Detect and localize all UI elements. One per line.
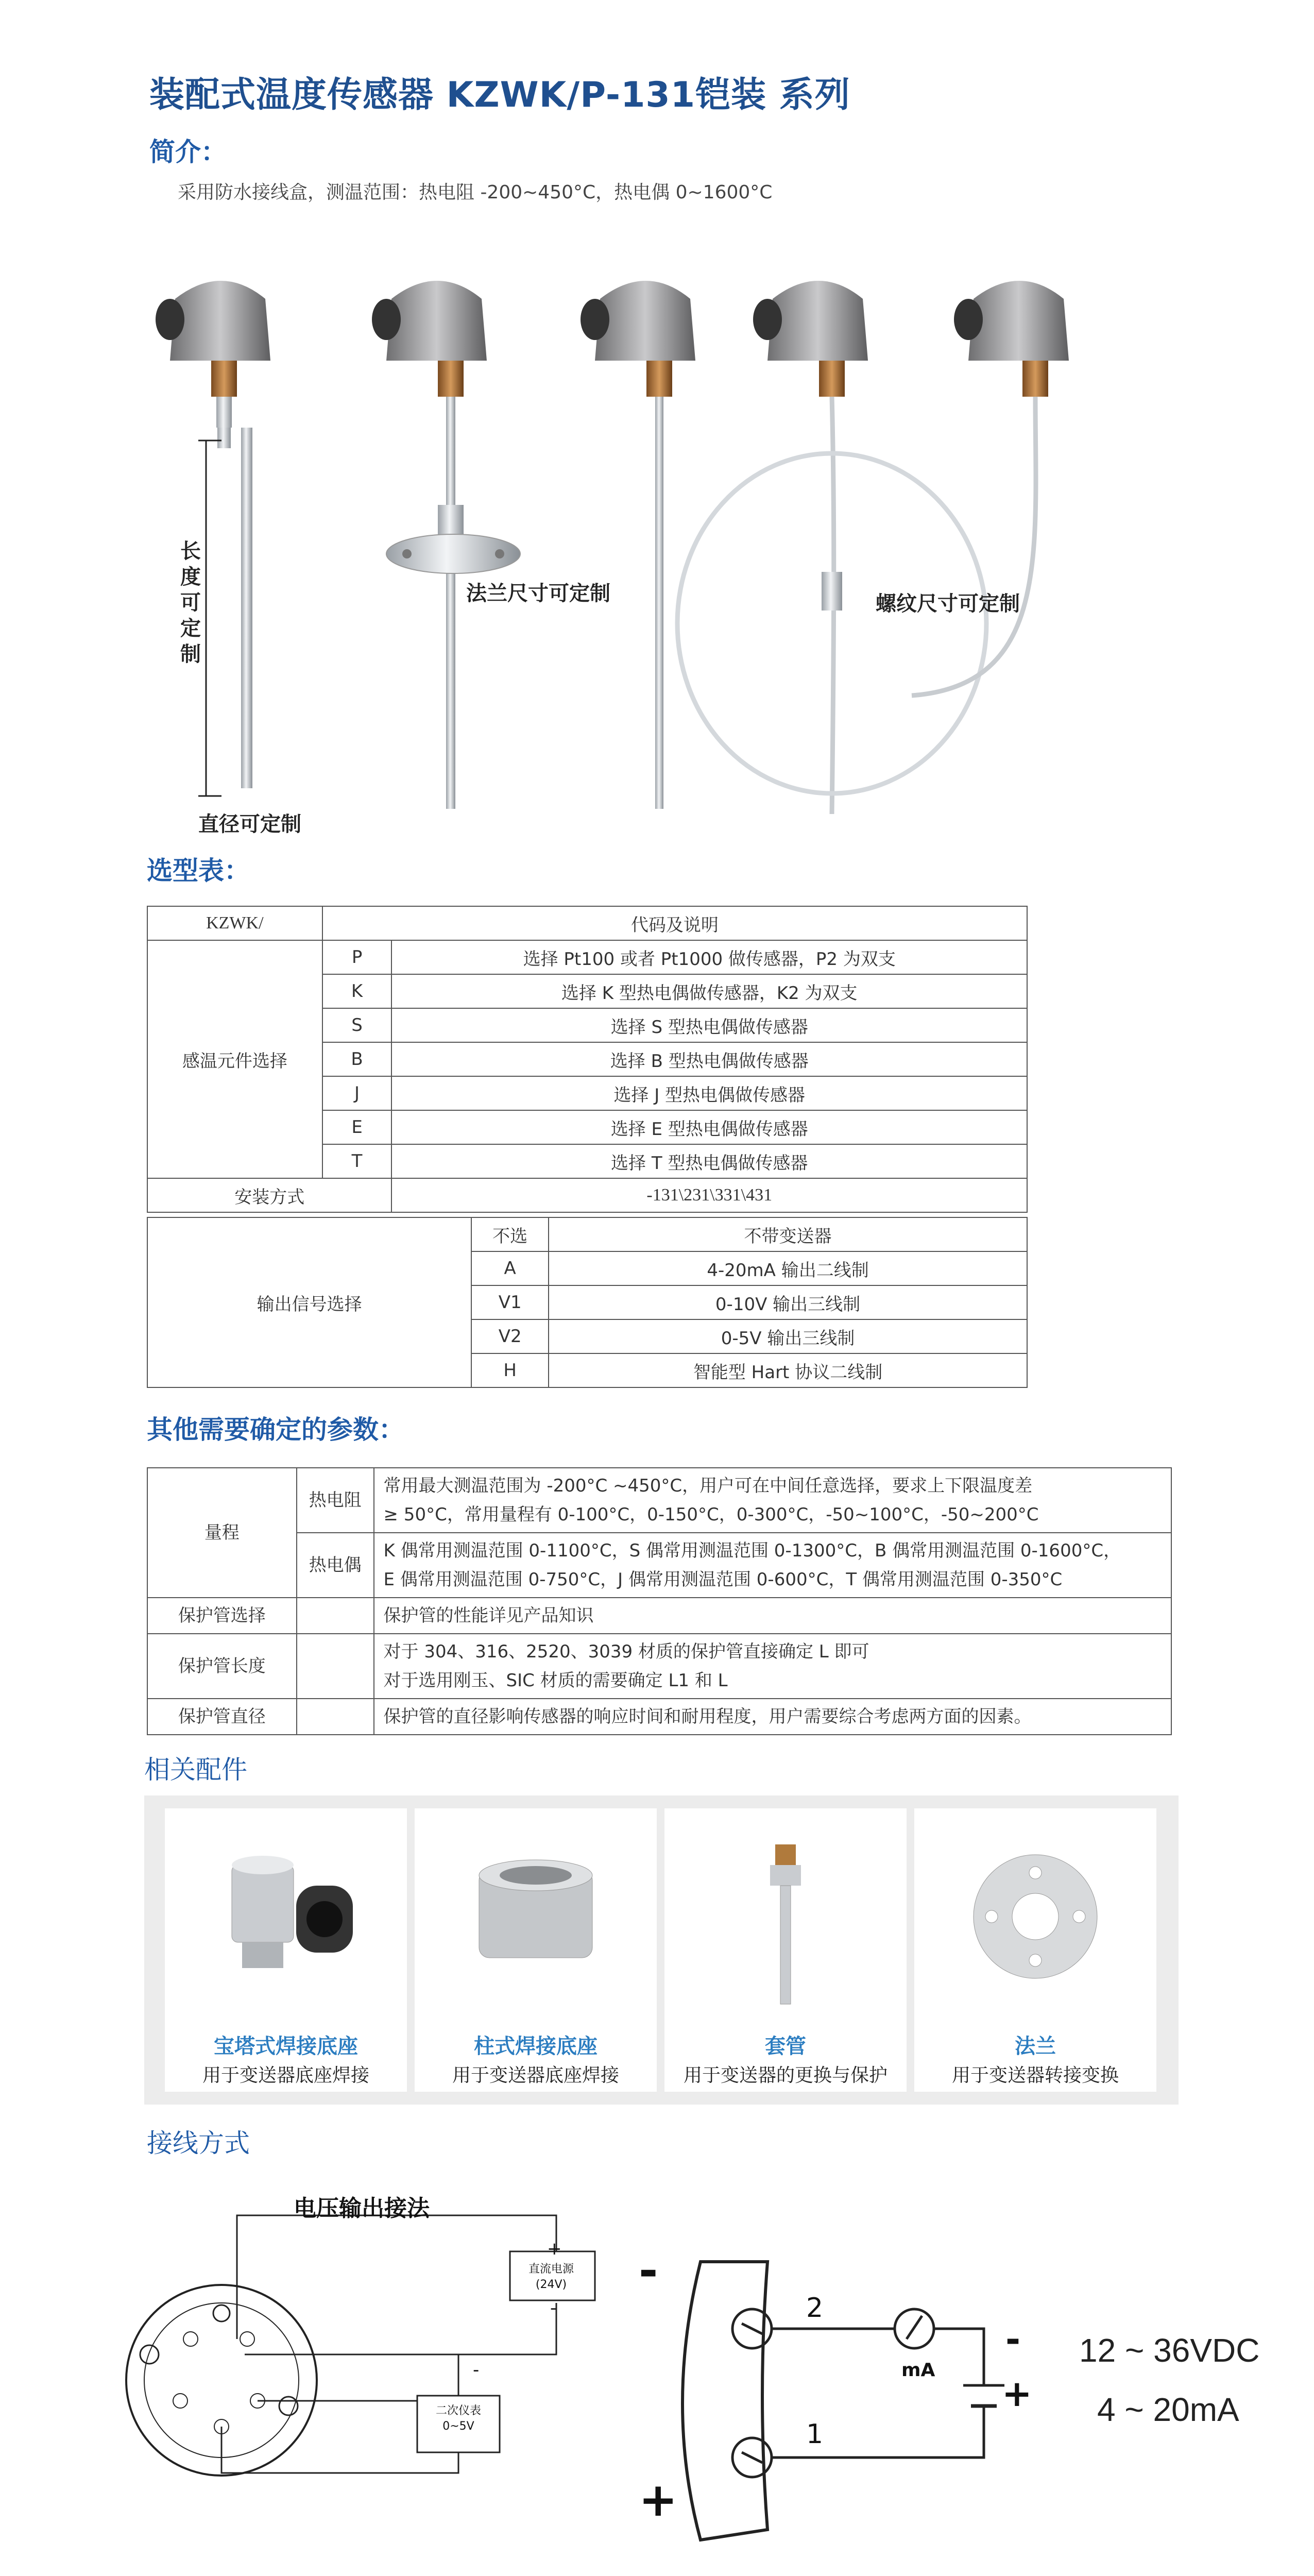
tower-base-image: [165, 1808, 407, 2014]
ma-label: mA: [901, 2360, 935, 2381]
intro-text: 采用防水接线盒，测温范围：热电阻 -200~450°C，热电偶 0~1600°C: [178, 182, 773, 203]
tube-select-text: 保护管的性能详见产品知识: [374, 1598, 1171, 1634]
selection-heading: 选型表：: [147, 856, 250, 886]
thread-label: 螺纹尺寸可定制: [876, 592, 1020, 616]
tube-dia-text: 保护管的直径影响传感器的响应时间和耐用程度，用户需要综合考虑两方面的因素。: [374, 1699, 1171, 1735]
current-range: 4 ~ 20mA: [1097, 2391, 1239, 2428]
accessory-desc: 用于变送器底座焊接: [452, 2065, 619, 2086]
sensor-1: [156, 281, 270, 788]
output-code: V1: [471, 1285, 549, 1319]
desc-header: 代码及说明: [322, 906, 1027, 940]
meter-minus: -: [473, 2360, 480, 2380]
diameter-label: 直径可定制: [198, 812, 301, 836]
sensor-code: P: [322, 940, 392, 974]
sensor-5: [912, 281, 1069, 696]
rtd-range-text: 常用最大测温范围为 -200°C ~450°C，用户可在中间任意选择，要求上下限温度差 ≥ 50°C，常用量程有 0-100°C，0-150°C，0-300°C，-50~100°C，-50~200°C: [374, 1468, 1171, 1533]
accessory-card: [415, 1808, 657, 2092]
page-title: 装配式温度传感器 KZWK/P-131铠装 系列: [149, 75, 850, 115]
wiring-heading: 接线方式: [147, 2128, 250, 2158]
output-code: 不选: [471, 1217, 549, 1251]
tc-range-text: K 偶常用测温范围 0-1100°C，S 偶常用测温范围 0-1300°C，B 偶常用测温范围 0-1600°C， E 偶常用测温范围 0-750°C，J 偶常用测温范围 0-600°C，T 偶常用测温范围 0-350°C: [374, 1533, 1171, 1598]
output-code: H: [471, 1353, 549, 1387]
output-table: [147, 1217, 1028, 1388]
accessories-heading: 相关配件: [144, 1755, 247, 1785]
accessory-name: 法兰: [1015, 2035, 1056, 2058]
sensor-desc: 选择 T 型热电偶做传感器: [391, 1144, 1027, 1178]
terminal-2: 2: [806, 2293, 824, 2324]
loop-minus-right: -: [1005, 2318, 1021, 2361]
tc-label: 热电偶: [297, 1533, 374, 1598]
supply-plus: +: [547, 2239, 562, 2259]
tube-dia-label: 保护管直径: [147, 1699, 297, 1735]
tube-length-text: 对于 304、316、2520、3039 材质的保护管直接确定 L 即可 对于选用刚玉、SIC 材质的需要确定 L1 和 L: [374, 1634, 1171, 1699]
sensor-4: [677, 281, 986, 814]
sensor-2: [372, 281, 520, 809]
sensor-desc: 选择 Pt100 或者 Pt1000 做传感器，P2 为双支: [391, 940, 1027, 974]
length-label: 长 度 可 定 制: [180, 539, 201, 666]
accessory-card: [664, 1808, 907, 2092]
sensor-code: T: [322, 1144, 392, 1178]
params-table: [147, 1467, 1172, 1735]
tube-select-label: 保护管选择: [147, 1598, 297, 1634]
accessory-desc: 用于变送器转接变换: [951, 2065, 1119, 2086]
loop-plus-right: +: [1002, 2372, 1032, 2415]
sensor-code: B: [322, 1042, 392, 1076]
install-label: 安装方式: [147, 1178, 391, 1212]
output-desc: 0-10V 输出三线制: [549, 1285, 1027, 1319]
sensor-group-label: 感温元件选择: [147, 940, 322, 1178]
thermowell-image: [664, 1808, 907, 2014]
accessory-name: 柱式焊接底座: [474, 2035, 598, 2058]
loop-plus-left: +: [639, 2473, 678, 2527]
intro-heading: 简介：: [149, 137, 227, 167]
accessory-card: [165, 1808, 407, 2092]
accessory-card: [914, 1808, 1156, 2092]
flange-image: [914, 1808, 1156, 2014]
loop-minus-left: -: [639, 2244, 658, 2298]
flange-label: 法兰尺寸可定制: [466, 582, 610, 605]
voltage-title: 电压输出接法: [294, 2195, 430, 2222]
sensor-desc: 选择 B 型热电偶做传感器: [391, 1042, 1027, 1076]
supply-voltage: 12 ~ 36VDC: [1079, 2332, 1260, 2369]
output-desc: 4-20mA 输出二线制: [549, 1251, 1027, 1285]
sensor-desc: 选择 E 型热电偶做传感器: [391, 1110, 1027, 1144]
sensor-desc: 选择 K 型热电偶做传感器，K2 为双支: [391, 974, 1027, 1008]
output-code: V2: [471, 1319, 549, 1353]
output-code: A: [471, 1251, 549, 1285]
sensor-code: J: [322, 1076, 392, 1110]
sensor-code: E: [322, 1110, 392, 1144]
accessories-panel: [144, 1795, 1179, 2105]
range-label: 量程: [147, 1468, 297, 1598]
sensor-code: K: [322, 974, 392, 1008]
install-value: -131\231\331\431: [391, 1178, 1027, 1212]
meter-label: 二次仪表 0~5V: [435, 2404, 481, 2433]
terminal-1: 1: [806, 2419, 824, 2450]
tube-length-label: 保护管长度: [147, 1634, 297, 1699]
current-loop-diagram: [634, 2251, 1046, 2550]
selection-table: [147, 906, 1028, 1213]
sensor-code: S: [322, 1008, 392, 1042]
output-desc: 不带变送器: [549, 1217, 1027, 1251]
supply-label: 直流电源 (24V): [528, 2263, 574, 2291]
sensor-desc: 选择 S 型热电偶做传感器: [391, 1008, 1027, 1042]
accessory-name: 宝塔式焊接底座: [214, 2035, 358, 2058]
output-group-label: 输出信号选择: [147, 1217, 471, 1387]
sensor-desc: 选择 J 型热电偶做传感器: [391, 1076, 1027, 1110]
accessory-name: 套管: [765, 2035, 806, 2058]
sensor-3: [581, 281, 695, 809]
params-heading: 其他需要确定的参数：: [147, 1415, 404, 1445]
accessory-desc: 用于变送器的更换与保护: [683, 2065, 888, 2086]
output-desc: 0-5V 输出三线制: [549, 1319, 1027, 1353]
rtd-label: 热电阻: [297, 1468, 374, 1533]
code-header: KZWK/: [147, 906, 322, 940]
accessory-desc: 用于变送器底座焊接: [202, 2065, 369, 2086]
column-base-image: [415, 1808, 657, 2014]
output-desc: 智能型 Hart 协议二线制: [549, 1353, 1027, 1387]
supply-minus: -: [550, 2298, 557, 2318]
voltage-wiring-diagram: [118, 2184, 608, 2519]
